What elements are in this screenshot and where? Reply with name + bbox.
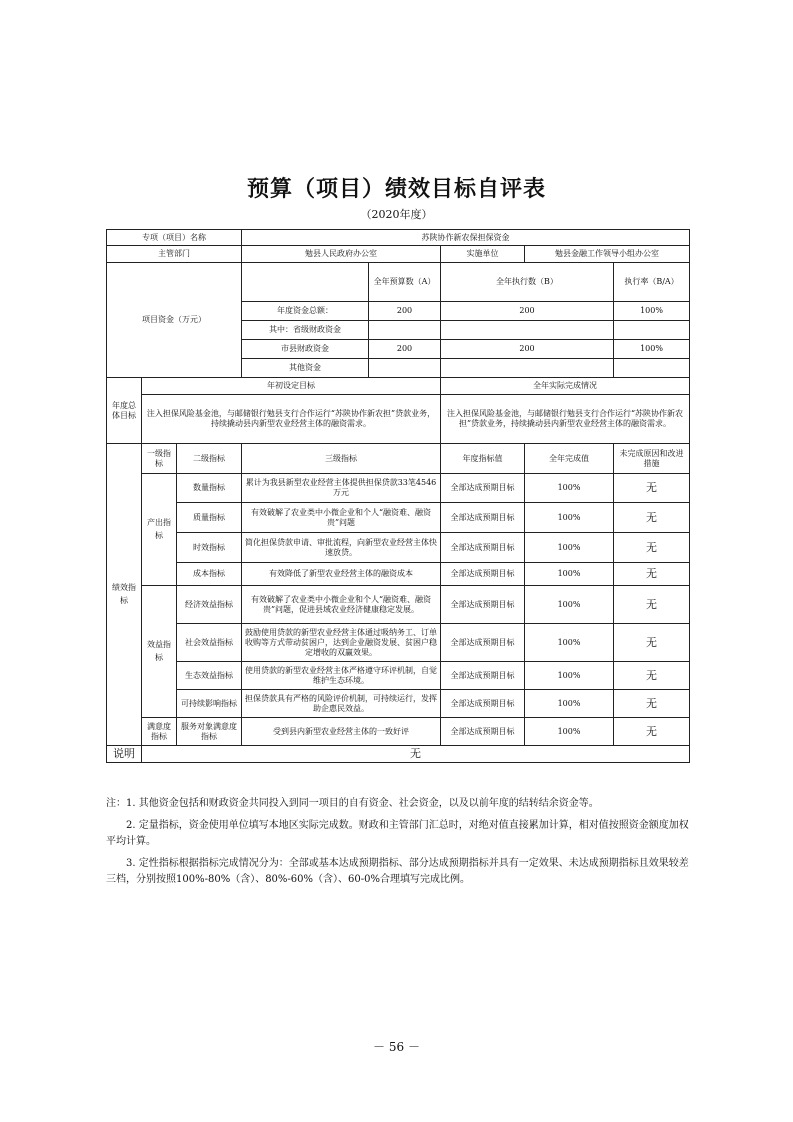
indicator-done: 100% (525, 474, 614, 503)
funds-row-exec (441, 321, 614, 340)
page-title: 预算（项目）绩效目标自评表 (246, 176, 546, 202)
indicator-l2: 成本指标 (177, 563, 242, 586)
project-row (107, 230, 690, 246)
goals-actual-text: 注入担保风险基金池，与邮储银行勉县支行合作运行“苏陕协作新农担”贷款业务，持续撬动县内新型农业经营主体的融资需求。 (441, 395, 690, 444)
indicator-header-target: 年度指标值 (441, 444, 525, 474)
impl-unit-value: 勉县金融工作领导小组办公室 (525, 246, 690, 263)
goals-col-initial: 年初设定目标 (142, 378, 441, 395)
indicator-reason: 无 (614, 586, 690, 624)
indicator-target: 全部达成预期目标 (441, 503, 525, 533)
indicator-row (107, 533, 690, 563)
notes-section (106, 796, 696, 894)
self-evaluation-table (106, 229, 690, 763)
indicator-done: 100% (525, 503, 614, 533)
indicator-l2: 数量指标 (177, 474, 242, 503)
funds-row-name: 其他资金 (242, 359, 369, 378)
indicator-header-reason: 未完成原因和改进措施 (614, 444, 690, 474)
indicator-row (107, 718, 690, 746)
indicator-header-l1: 一级指标 (142, 444, 177, 474)
funds-row-rate: 100% (614, 302, 690, 321)
indicator-done: 100% (525, 533, 614, 563)
indicator-target: 全部达成预期目标 (441, 690, 525, 718)
goals-col-actual: 全年实际完成情况 (441, 378, 690, 395)
funds-col-exec: 全年执行数（B） (441, 263, 614, 302)
indicator-header-row (107, 444, 690, 474)
indicator-target: 全部达成预期目标 (441, 563, 525, 586)
indicator-reason: 无 (614, 503, 690, 533)
indicator-l3: 有效破解了农业类中小微企业和个人“融资难、融资贵”问题，促进县域农业经济健康稳定发展。 (242, 586, 441, 624)
indicator-l3: 受到县内新型农业经营主体的一致好评 (242, 718, 441, 746)
indicator-row (107, 503, 690, 533)
impl-unit-label: 实施单位 (441, 246, 525, 263)
indicator-l2: 生态效益指标 (177, 662, 242, 690)
indicator-row (107, 474, 690, 503)
note-2: 2. 定量指标，资金使用单位填写本地区实际完成数。财政和主管部门汇总时，对绝对值直接累加计算，相对值按照资金额度加权平均计算。 (106, 820, 689, 847)
funds-row-exec: 200 (441, 302, 614, 321)
indicator-l3: 有效降低了新型农业经营主体的融资成本 (242, 563, 441, 586)
indicator-l2: 经济效益指标 (177, 586, 242, 624)
indicator-reason: 无 (614, 563, 690, 586)
funds-row-budget: 200 (369, 302, 441, 321)
remark-row (107, 746, 690, 763)
indicator-reason: 无 (614, 690, 690, 718)
indicator-done: 100% (525, 563, 614, 586)
funds-row-exec (441, 359, 614, 378)
funds-row-budget: 200 (369, 340, 441, 359)
indicator-row (107, 690, 690, 718)
indicator-l3: 有效破解了农业类中小微企业和个人“融资难、融资贵”问题 (242, 503, 441, 533)
funds-row-rate (614, 321, 690, 340)
indicator-target: 全部达成预期目标 (441, 718, 525, 746)
indicator-l2: 时效指标 (177, 533, 242, 563)
dept-row (107, 246, 690, 263)
indicator-done: 100% (525, 690, 614, 718)
funds-row-name: 其中：省级财政资金 (242, 321, 369, 340)
indicator-reason: 无 (614, 662, 690, 690)
indicator-done: 100% (525, 662, 614, 690)
indicator-reason: 无 (614, 624, 690, 662)
dept-value: 勉县人民政府办公室 (242, 246, 441, 263)
satisfaction-indicators-label: 满意度指标 (142, 718, 177, 746)
indicator-l2: 质量指标 (177, 503, 242, 533)
funds-label: 项目资金（万元） (107, 263, 242, 378)
funds-col-rate: 执行率（B/A） (614, 263, 690, 302)
remark-label: 说明 (107, 746, 142, 763)
indicator-target: 全部达成预期目标 (441, 586, 525, 624)
indicator-l3: 担保贷款具有严格的风险评价机制，可持续运行，发挥助企惠民效益。 (242, 690, 441, 718)
indicator-header-l2: 二级指标 (177, 444, 242, 474)
remark-value: 无 (142, 746, 690, 763)
indicator-l2: 服务对象满意度指标 (177, 718, 242, 746)
project-name-label: 专项（项目）名称 (107, 230, 242, 246)
indicator-reason: 无 (614, 718, 690, 746)
funds-row-exec: 200 (441, 340, 614, 359)
funds-col-budget: 全年预算数（A） (369, 263, 441, 302)
effect-indicators-label: 效益指标 (142, 586, 177, 718)
indicator-row (107, 662, 690, 690)
funds-header-row (107, 263, 690, 302)
goals-header-row (107, 378, 690, 395)
project-name-value: 苏陕协作新农保担保资金 (242, 230, 690, 246)
indicator-target: 全部达成预期目标 (441, 474, 525, 503)
indicator-l2: 可持续影响指标 (177, 690, 242, 718)
indicator-row (107, 563, 690, 586)
indicator-done: 100% (525, 586, 614, 624)
indicator-row (107, 586, 690, 624)
indicator-l3: 简化担保贷款申请、审批流程，向新型农业经营主体快速放贷。 (242, 533, 441, 563)
indicator-header-l3: 三级指标 (242, 444, 441, 474)
indicator-target: 全部达成预期目标 (441, 662, 525, 690)
indicator-header-done: 全年完成值 (525, 444, 614, 474)
indicator-l2: 社会效益指标 (177, 624, 242, 662)
funds-header-blank (242, 263, 369, 302)
output-indicators-label: 产出指标 (142, 474, 177, 586)
indicator-done: 100% (525, 624, 614, 662)
funds-row-name: 市县财政资金 (242, 340, 369, 359)
funds-row-rate (614, 359, 690, 378)
indicator-target: 全部达成预期目标 (441, 533, 525, 563)
dept-label: 主管部门 (107, 246, 242, 263)
goals-initial-text: 注入担保风险基金池，与邮储银行勉县支行合作运行“苏陕协作新农担”贷款业务，持续撬动县内新型农业经营主体的融资需求。 (142, 395, 441, 444)
page-number: － 56 － (373, 1040, 420, 1054)
indicator-l3: 使用贷款的新型农业经营主体严格遵守环评机制，自觉维护生态环境。 (242, 662, 441, 690)
year-label: （2020年度） (360, 208, 433, 221)
note-1: 注：1. 其他资金包括和财政资金共同投入到同一项目的自有资金、社会资金，以及以前年度的结转结余资金等。 (106, 798, 599, 809)
indicator-target: 全部达成预期目标 (441, 624, 525, 662)
indicator-done: 100% (525, 718, 614, 746)
funds-row-name: 年度资金总额： (242, 302, 369, 321)
annual-goal-label: 年度总体目标 (107, 378, 142, 444)
indicator-l3: 累计为我县新型农业经营主体提供担保贷款33笔4546万元 (242, 474, 441, 503)
indicator-row (107, 624, 690, 662)
indicator-reason: 无 (614, 533, 690, 563)
funds-row-budget (369, 359, 441, 378)
funds-row-rate: 100% (614, 340, 690, 359)
indicator-l3: 鼓励使用贷款的新型农业经营主体通过吸纳务工、订单收购等方式带动贫困户，达到企业融资发展、贫困户稳定增收的双赢效果。 (242, 624, 441, 662)
performance-indicators-label: 绩效指标 (107, 444, 142, 746)
indicator-reason: 无 (614, 474, 690, 503)
funds-row-budget (369, 321, 441, 340)
note-3: 3. 定性指标根据指标完成情况分为：全部或基本达成预期指标、部分达成预期指标并具有一定效果、未达成预期指标且效果较差三档，分别按照100%-80%（含）、80%-60%（含）、60-0%合理填写完成比例。 (106, 858, 689, 885)
goals-content-row (107, 395, 690, 444)
